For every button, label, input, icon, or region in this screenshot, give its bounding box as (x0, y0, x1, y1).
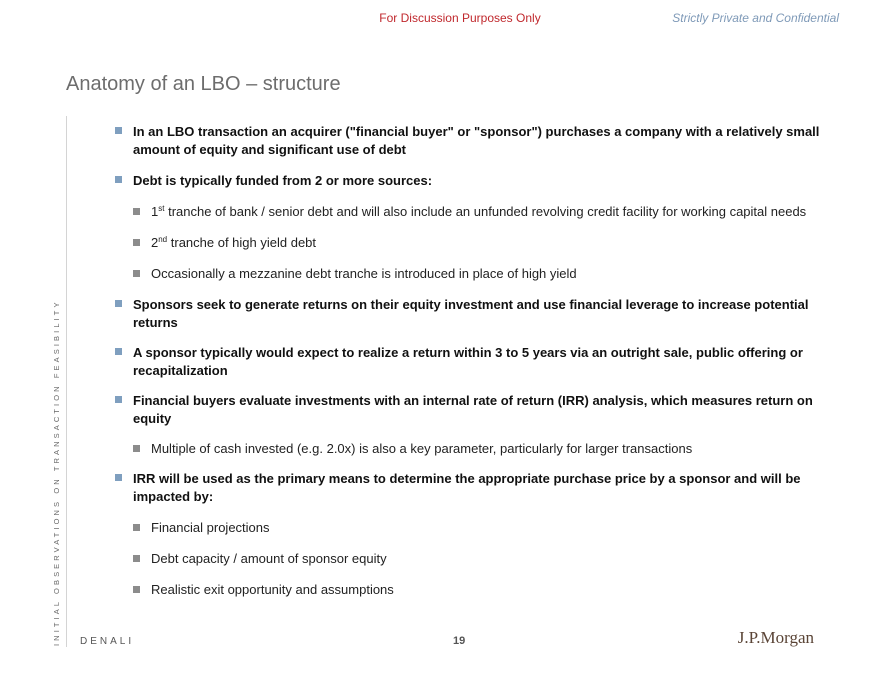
footer-project-name: DENALI (80, 636, 135, 647)
page-number: 19 (453, 635, 466, 647)
sub-bullet-square-icon (133, 208, 140, 215)
ordinal-suffix: nd (158, 235, 168, 244)
sub-bullet-square-icon (133, 239, 140, 246)
bullet-square-icon (115, 396, 122, 403)
sub-bullet-item (133, 203, 820, 221)
sub-bullet-item (133, 519, 820, 537)
sub-bullet-text: Realistic exit opportunity and assumptions (151, 582, 394, 597)
bullet-item (115, 296, 820, 332)
sub-bullet-text: Occasionally a mezzanine debt tranche is introduced in place of high yield (151, 266, 577, 281)
bullet-text: Debt is typically funded from 2 or more sources: (133, 173, 433, 188)
left-divider (66, 116, 67, 647)
sub-bullet-item (133, 581, 820, 599)
page-title: Anatomy of an LBO – structure (66, 73, 341, 95)
sub-bullet-text: Financial projections (151, 520, 270, 535)
sub-bullet-item (133, 550, 820, 568)
ordinal-suffix: st (158, 204, 165, 213)
bullet-text: Sponsors seek to generate returns on their equity investment and use financial leverage to increase potential returns (133, 297, 809, 330)
bullet-item (115, 470, 820, 506)
sub-bullet-item (133, 265, 820, 283)
bullet-square-icon (115, 474, 122, 481)
sub-bullet-square-icon (133, 524, 140, 531)
bullet-item (115, 123, 820, 159)
bullet-item (115, 344, 820, 380)
sub-bullet-square-icon (133, 445, 140, 452)
sub-bullet-text: Multiple of cash invested (e.g. 2.0x) is also a key parameter, particularly for larger transactions (151, 441, 693, 456)
bullet-square-icon (115, 176, 122, 183)
ordinal-number: 2 (151, 235, 159, 250)
confidential-label: Strictly Private and Confidential (672, 11, 839, 25)
ordinal-number: 1 (151, 204, 159, 219)
bullet-list (115, 123, 820, 599)
side-section-label: INITIAL OBSERVATIONS ON TRANSACTION FEASIBILITY (52, 299, 61, 646)
bullet-text: In an LBO transaction an acquirer ("financial buyer" or "sponsor") purchases a company with a relatively small amount of equity and significant use of debt (133, 124, 820, 157)
sub-bullet-square-icon (133, 586, 140, 593)
sub-bullet-square-icon (133, 555, 140, 562)
bullet-text: Financial buyers evaluate investments with an internal rate of return (IRR) analysis, which measures return on equity (133, 393, 813, 426)
bullet-item (115, 172, 820, 190)
jpmorgan-logo: J.P.Morgan (737, 628, 814, 647)
discussion-label: For Discussion Purposes Only (379, 11, 541, 25)
sub-bullet-text: Debt capacity / amount of sponsor equity (151, 551, 387, 566)
bullet-text: IRR will be used as the primary means to determine the appropriate purchase price by a sponsor and will be impacted by: (133, 471, 801, 504)
bullet-item (115, 392, 820, 428)
sub-bullet-text: tranche of high yield debt (167, 235, 317, 250)
bullet-text: A sponsor typically would expect to realize a return within 3 to 5 years via an outright sale, public offering or recapitalization (133, 345, 803, 378)
sub-bullet-item (133, 234, 820, 252)
sub-bullet-item (133, 440, 820, 458)
bullet-square-icon (115, 127, 122, 134)
bullet-square-icon (115, 300, 122, 307)
sub-bullet-text: tranche of bank / senior debt and will also include an unfunded revolving credit facility for working capital needs (164, 204, 807, 219)
bullet-square-icon (115, 348, 122, 355)
sub-bullet-square-icon (133, 270, 140, 277)
